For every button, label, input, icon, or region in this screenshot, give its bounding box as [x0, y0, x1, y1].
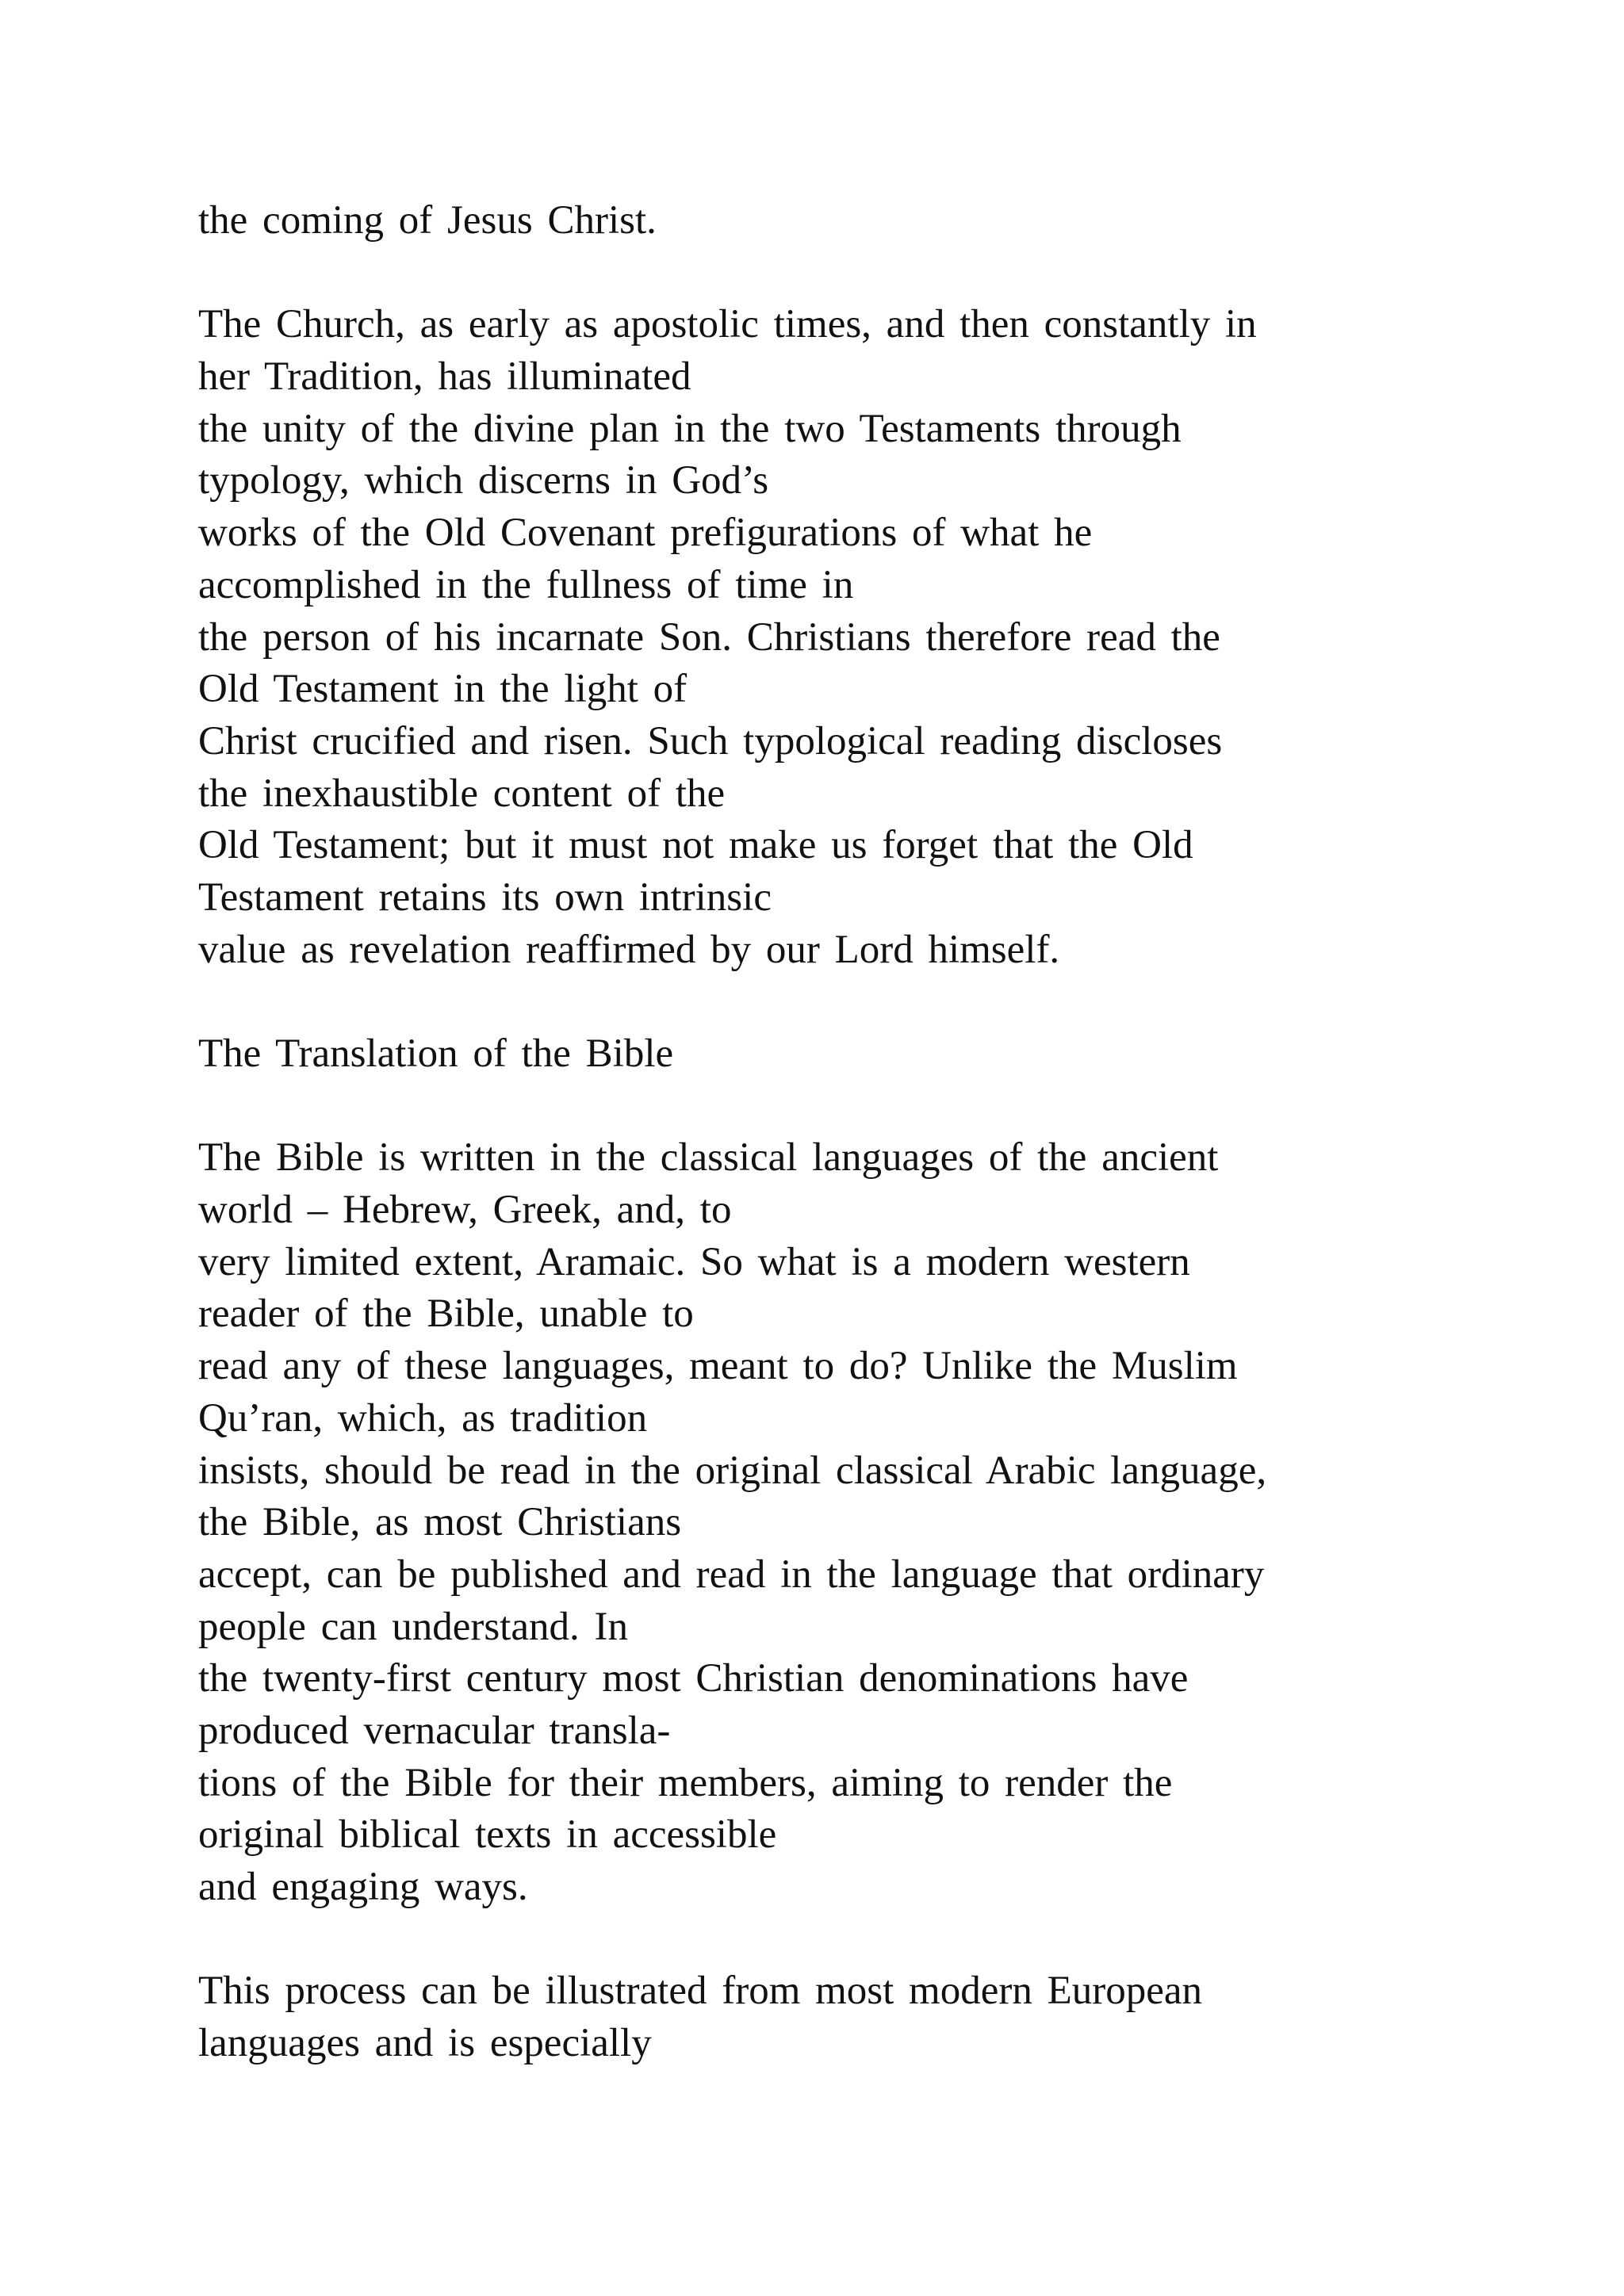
- text-line: produced vernacular transla-: [198, 1708, 671, 1753]
- text-line: Christ crucified and risen. Such typological reading discloses: [198, 718, 1223, 763]
- text-line: typology, which discerns in God’s: [198, 458, 769, 503]
- text-line: the twenty-first century most Christian denominations have: [198, 1656, 1189, 1701]
- paragraph-gap: [198, 1081, 1435, 1133]
- paragraph-european-languages: [198, 1965, 1435, 2069]
- text-line: accomplished in the fullness of time in: [198, 562, 854, 607]
- text-line: Old Testament; but it must not make us forget that the Old: [198, 823, 1193, 868]
- text-line: tions of the Bible for their members, aiming to render the: [198, 1760, 1173, 1805]
- text-line: Old Testament in the light of: [198, 667, 688, 712]
- text-line: languages and is especially: [198, 2021, 652, 2066]
- text-line: the person of his incarnate Son. Christians therefore read the: [198, 614, 1220, 660]
- text-line: world – Hebrew, Greek, and, to: [198, 1188, 732, 1233]
- text-line: The Bible is written in the classical languages of the ancient: [198, 1135, 1219, 1181]
- section-heading-text: The Translation of the Bible: [198, 1031, 674, 1076]
- text-line: the Bible, as most Christians: [198, 1500, 682, 1545]
- text-line: her Tradition, has illuminated: [198, 354, 691, 400]
- text-line: accept, can be published and read in the language that ordinary: [198, 1552, 1265, 1597]
- text-line: and engaging ways.: [198, 1865, 528, 1909]
- text-line: value as revelation reaffirmed by our Lord himself.: [198, 927, 1060, 972]
- document-body: [198, 195, 1435, 2070]
- paragraph-intro-fragment: [198, 195, 1435, 247]
- text-line: This process can be illustrated from most modern European: [198, 1969, 1202, 2014]
- text-line: read any of these languages, meant to do? Unlike the Muslim: [198, 1344, 1238, 1389]
- paragraph-translation: [198, 1132, 1435, 1913]
- section-heading: [198, 1028, 1435, 1081]
- text-line: the inexhaustible content of the: [198, 771, 726, 816]
- text-line: people can understand. In: [198, 1604, 628, 1649]
- text-line: the coming of Jesus Christ.: [198, 198, 657, 243]
- text-line: Testament retains its own intrinsic: [198, 874, 772, 920]
- text-line: original biblical texts in accessible: [198, 1812, 777, 1858]
- paragraph-gap: [198, 976, 1435, 1028]
- text-line: Qu’ran, which, as tradition: [198, 1395, 648, 1441]
- text-line: works of the Old Covenant prefigurations of what he: [198, 511, 1093, 556]
- text-line: very limited extent, Aramaic. So what is a modern western: [198, 1239, 1190, 1284]
- paragraph-gap: [198, 247, 1435, 300]
- text-line: The Church, as early as apostolic times, and then constantly in: [198, 302, 1257, 347]
- paragraph-gap: [198, 1914, 1435, 1966]
- text-line: the unity of the divine plan in the two Testaments through: [198, 406, 1182, 451]
- paragraph-typology: [198, 299, 1435, 976]
- text-line: insists, should be read in the original classical Arabic language,: [198, 1448, 1267, 1493]
- text-line: reader of the Bible, unable to: [198, 1292, 694, 1337]
